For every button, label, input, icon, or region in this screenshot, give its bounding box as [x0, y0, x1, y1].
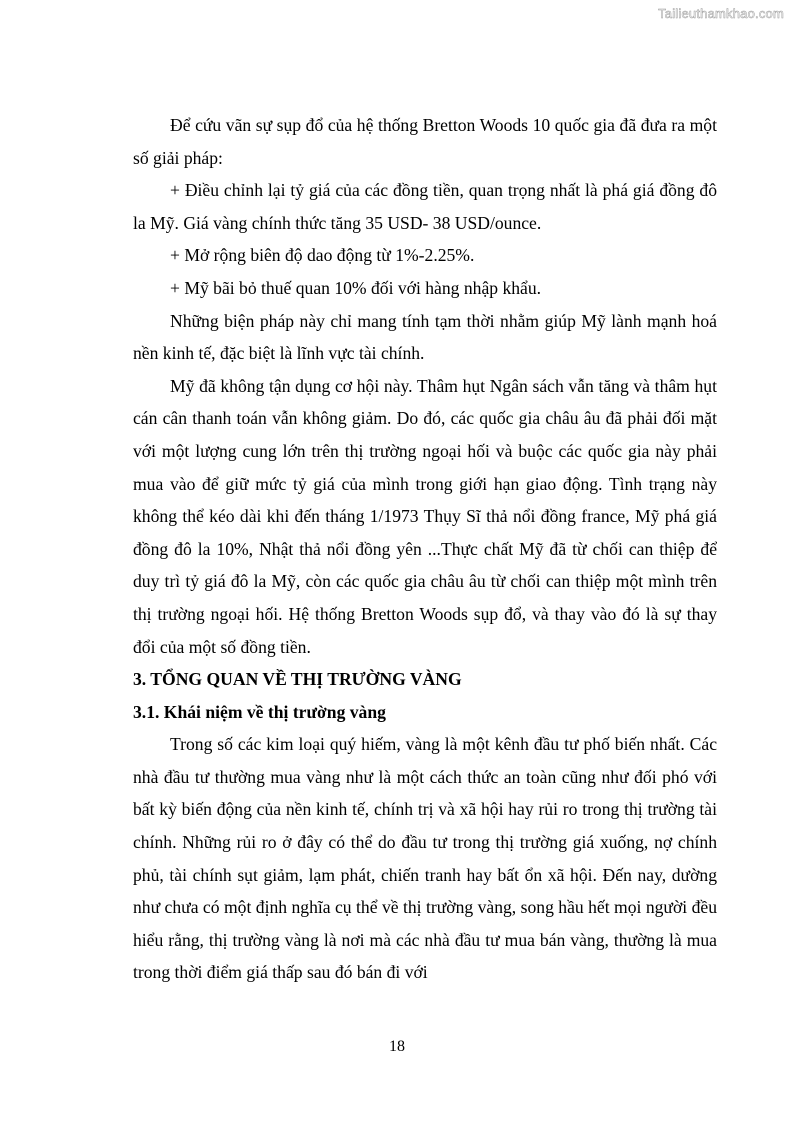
paragraph-gold-market-concept: Trong số các kim loại quý hiếm, vàng là một kênh đầu tư phố biến nhất. Các nhà đầu tư thường mua vàng như là một cách thức an toàn cũng như đối phó với bất kỳ biến động của nền kinh tế, chính trị và xã hội hay rủi ro trong thị trường tài chính. Những rủi ro ở đây có thể do đầu tư trong thị trường giá xuống, nợ chính phủ, tài chính sụt giảm, lạm phát, chiến tranh hay bất ổn xã hội. Đến nay, dường như chưa có một định nghĩa cụ thể về thị trường vàng, song hầu hết mọi người đều hiểu rằng, thị trường vàng là nơi mà các nhà đầu tư mua bán vàng, thường là mua trong thời điểm giá thấp sau đó bán đi với [133, 734, 717, 983]
paragraph-temporary-measures: Những biện pháp này chỉ mang tính tạm thời nhằm giúp Mỹ lành mạnh hoá nền kinh tế, đặc biệt là lĩnh vực tài chính. [133, 310, 717, 364]
bullet-remove-tariff: + Mỹ bãi bỏ thuế quan 10% đối với hàng nhập khẩu. [170, 277, 542, 298]
bullet-adjust-exchange-rate: + Điều chỉnh lại tỷ giá của các đồng tiền, quan trọng nhất là phá giá đồng đô la Mỹ. Giá vàng chính thức tăng 35 USD- 38 USD/ounce. [133, 180, 717, 233]
page-number: 18 [389, 1038, 405, 1055]
paragraph-bretton-woods-collapse: Mỹ đã không tận dụng cơ hội này. Thâm hụt Ngân sách vẫn tăng và thâm hụt cán cân thanh toán vẫn không giảm. Do đó, các quốc gia châu âu đã phải đối mặt với một lượng cung lớn trên thị trường ngoại hối và buộc các quốc gia này phải mua vào để giữ mức tỷ giá của mình trong giới hạn giao động. Tình trạng này không thể kéo dài khi đến tháng 1/1973 Thụy Sĩ thả nổi đồng france, Mỹ phá giá đồng đô la 10%, Nhật thả nổi đồng yên ...Thực chất Mỹ đã từ chối can thiệp để duy trì tỷ giá đô la Mỹ, còn các quốc gia châu âu từ chối can thiệp một mình trên thị trường ngoại hối. Hệ thống Bretton Woods sụp đổ, và thay vào đó là sự thay đổi của một số đồng tiền. [133, 375, 717, 657]
bullet-widen-band: + Mở rộng biên độ dao động từ 1%-2.25%. [170, 245, 475, 266]
page-body [133, 109, 717, 989]
paragraph-intro: Để cứu vãn sự sụp đổ của hệ thống Bretton Woods 10 quốc gia đã đưa ra một số giải pháp: [133, 115, 717, 168]
subsection-heading: 3.1. Khái niệm về thị trường vàng [133, 701, 386, 722]
section-heading: 3. TỔNG QUAN VỀ THỊ TRƯỜNG VÀNG [133, 669, 462, 690]
watermark: Tailieuthamkhao.com [658, 6, 784, 21]
